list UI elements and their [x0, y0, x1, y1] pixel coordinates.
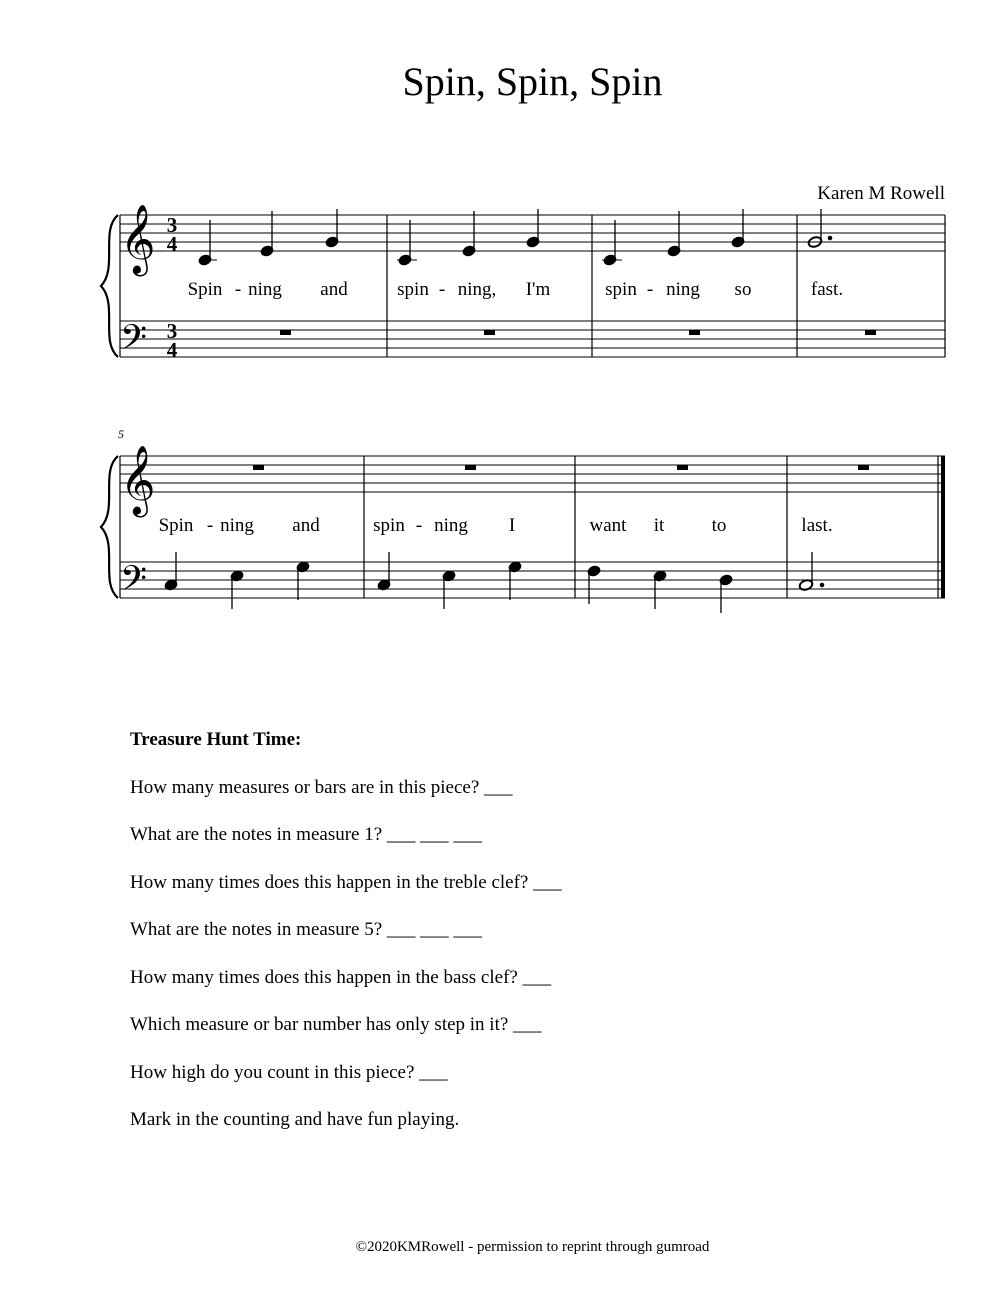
treble-clef-icon: 𝄞: [120, 204, 156, 274]
worksheet-question: How many times does this happen in the treble clef? ___: [130, 871, 562, 893]
lyric-hyphen: -: [234, 279, 242, 300]
worksheet-question: Which measure or bar number has only step in it? ___: [130, 1014, 542, 1035]
brace-icon: [101, 456, 118, 598]
worksheet-question: How many measures or bars are in this piece? ___: [130, 776, 513, 798]
treble-clef-icon: 𝄞: [120, 445, 156, 515]
lyric: spin: [397, 279, 429, 300]
worksheet-question: How many times does this happen in the bass clef? ___: [130, 966, 552, 988]
lyric: ning: [248, 279, 282, 300]
copyright-footer: ©2020KMRowell - permission to reprint through gumroad: [355, 1239, 710, 1255]
lyric: spin: [373, 515, 405, 536]
worksheet-instruction: Mark in the counting and have fun playing.: [130, 1109, 460, 1130]
measure-number: 5: [118, 427, 124, 441]
augmentation-dot: [828, 236, 832, 240]
bass-staff: [120, 321, 945, 357]
lyric: ning,: [457, 279, 497, 300]
whole-rest: [484, 330, 495, 335]
whole-rest: [865, 330, 876, 335]
time-signature: [167, 213, 178, 362]
lyric: Spin: [158, 515, 194, 536]
lyric: ning: [220, 515, 254, 536]
bass-clef-icon: 𝄢: [120, 558, 148, 607]
bass-notes-system-2: [164, 552, 824, 613]
lyric: and: [292, 515, 320, 536]
page-title: Spin, Spin, Spin: [402, 59, 663, 104]
lyric-hyphen: -: [415, 515, 423, 536]
lyric: ning: [666, 279, 700, 300]
worksheet-question: What are the notes in measure 5? ___ ___ ___: [130, 919, 482, 940]
treasure-hunt-worksheet: [130, 728, 930, 1132]
whole-rest: [689, 330, 700, 335]
svg-text:4: 4: [166, 232, 178, 256]
lyric: and: [320, 279, 348, 300]
whole-rest: [677, 465, 688, 470]
lyric-hyphen: -: [438, 279, 446, 300]
svg-text:3: 3: [166, 319, 178, 343]
lyric: fast.: [810, 279, 844, 300]
lyric: ning: [434, 515, 468, 536]
augmentation-dot: [820, 583, 824, 587]
lyric: last.: [801, 515, 833, 536]
bass-rests-system-1: [280, 330, 876, 335]
worksheet-question: What are the notes in measure 1? ___ ___ ___: [130, 824, 482, 845]
composer-credit: Karen M Rowell: [817, 183, 945, 204]
lyric: I: [508, 515, 516, 536]
whole-rest: [280, 330, 291, 335]
treble-notes-system-1: [198, 209, 832, 266]
brace-icon: [101, 215, 118, 357]
svg-text:4: 4: [166, 338, 178, 362]
worksheet-question: How high do you count in this piece? ___: [130, 1061, 448, 1083]
lyric-hyphen: -: [646, 279, 654, 300]
svg-text:3: 3: [166, 213, 178, 237]
lyric: to: [711, 515, 727, 536]
lyric: so: [734, 279, 752, 300]
treble-staff: [120, 456, 945, 492]
lyric-hyphen: -: [206, 515, 214, 536]
worksheet-heading: Treasure Hunt Time:: [130, 729, 302, 750]
whole-rest: [858, 465, 869, 470]
whole-rest: [253, 465, 264, 470]
bass-staff: [120, 562, 945, 598]
lyric: it: [653, 515, 665, 536]
whole-rest: [465, 465, 476, 470]
lyric: I'm: [525, 279, 551, 300]
bass-clef-icon: 𝄢: [120, 317, 148, 366]
treble-rests-system-2: [253, 465, 869, 470]
lyric: Spin: [187, 279, 223, 300]
music-score: [0, 0, 1005, 640]
lyric: spin: [605, 279, 637, 300]
lyric: want: [589, 515, 627, 536]
